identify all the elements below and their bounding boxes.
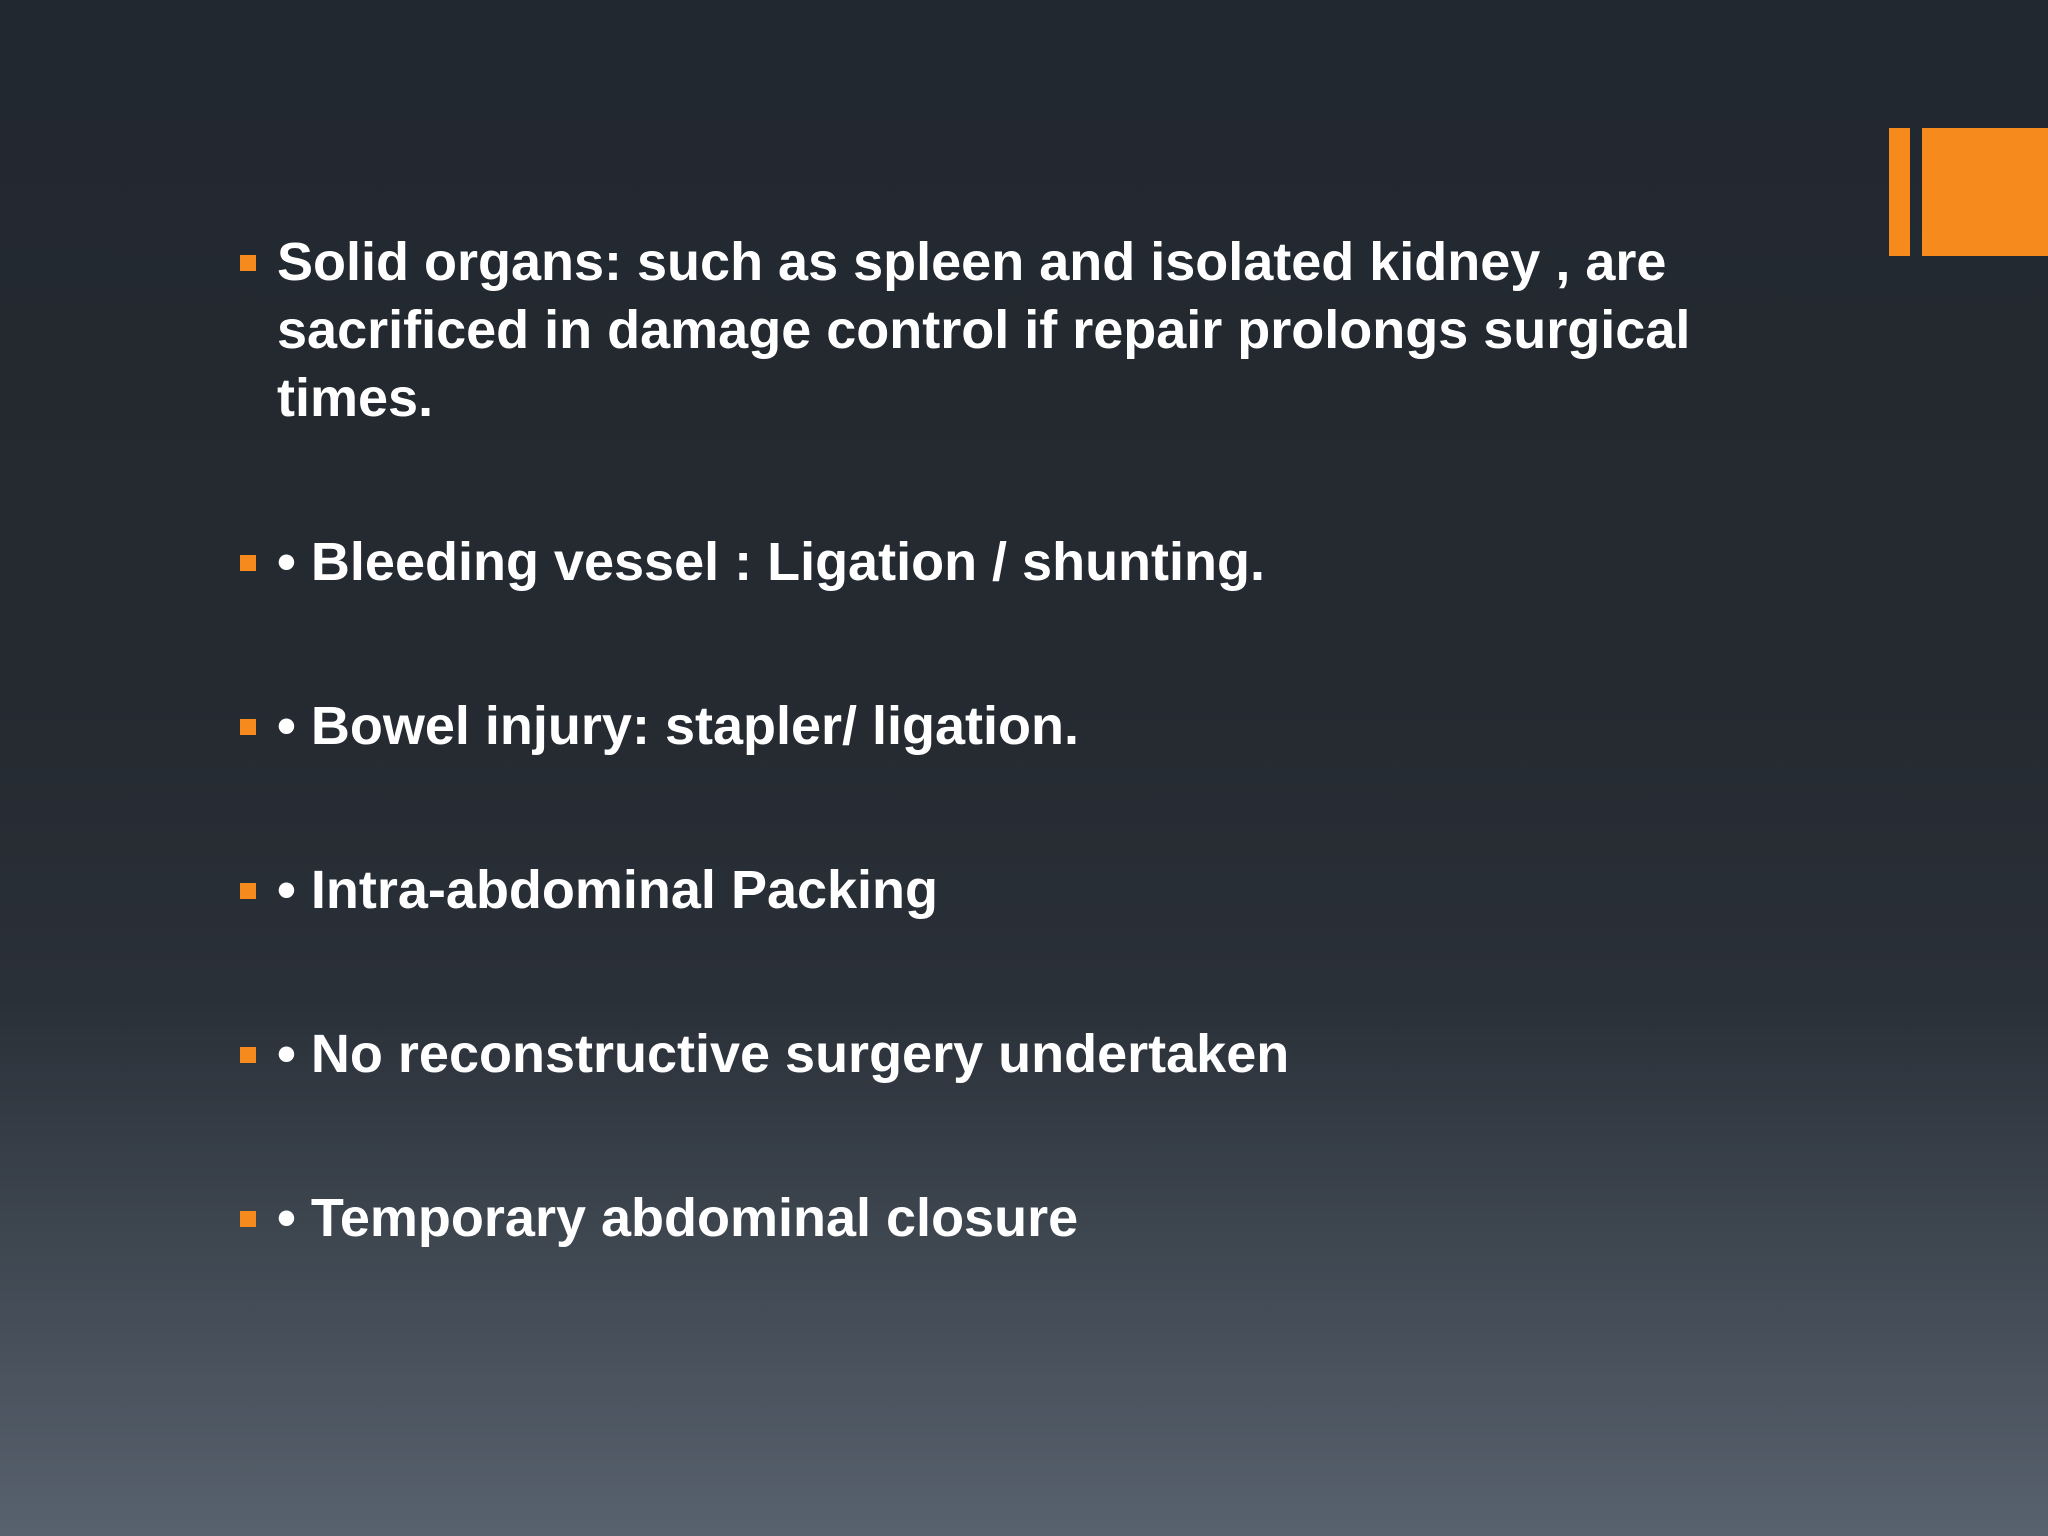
bullet-text: • Temporary abdominal closure — [277, 1188, 1079, 1248]
bullet-item — [240, 692, 1800, 760]
accent-bar-block — [1922, 128, 2048, 256]
bullet-item — [240, 1020, 1800, 1088]
accent-bar-thin — [1889, 128, 1910, 256]
bullet-item — [240, 1184, 1800, 1252]
bullet-item — [240, 856, 1800, 924]
bullet-list — [240, 228, 1800, 1252]
square-bullet-icon — [240, 555, 256, 571]
bullet-text: • Intra-abdominal Packing — [277, 860, 939, 920]
bullet-text: • Bowel injury: stapler/ ligation. — [277, 696, 1080, 756]
square-bullet-icon — [240, 1211, 256, 1227]
bullet-text: • Bleeding vessel : Ligation / shunting. — [277, 532, 1266, 592]
bullet-text: • No reconstructive surgery undertaken — [277, 1024, 1290, 1084]
bullet-item — [240, 528, 1800, 596]
square-bullet-icon — [240, 1047, 256, 1063]
square-bullet-icon — [240, 719, 256, 735]
square-bullet-icon — [240, 255, 256, 271]
square-bullet-icon — [240, 883, 256, 899]
bullet-item — [240, 228, 1800, 432]
bullet-text: Solid organs: such as spleen and isolated kidney , are sacrificed in damage control if repair prolongs surgical times. — [277, 232, 1691, 428]
